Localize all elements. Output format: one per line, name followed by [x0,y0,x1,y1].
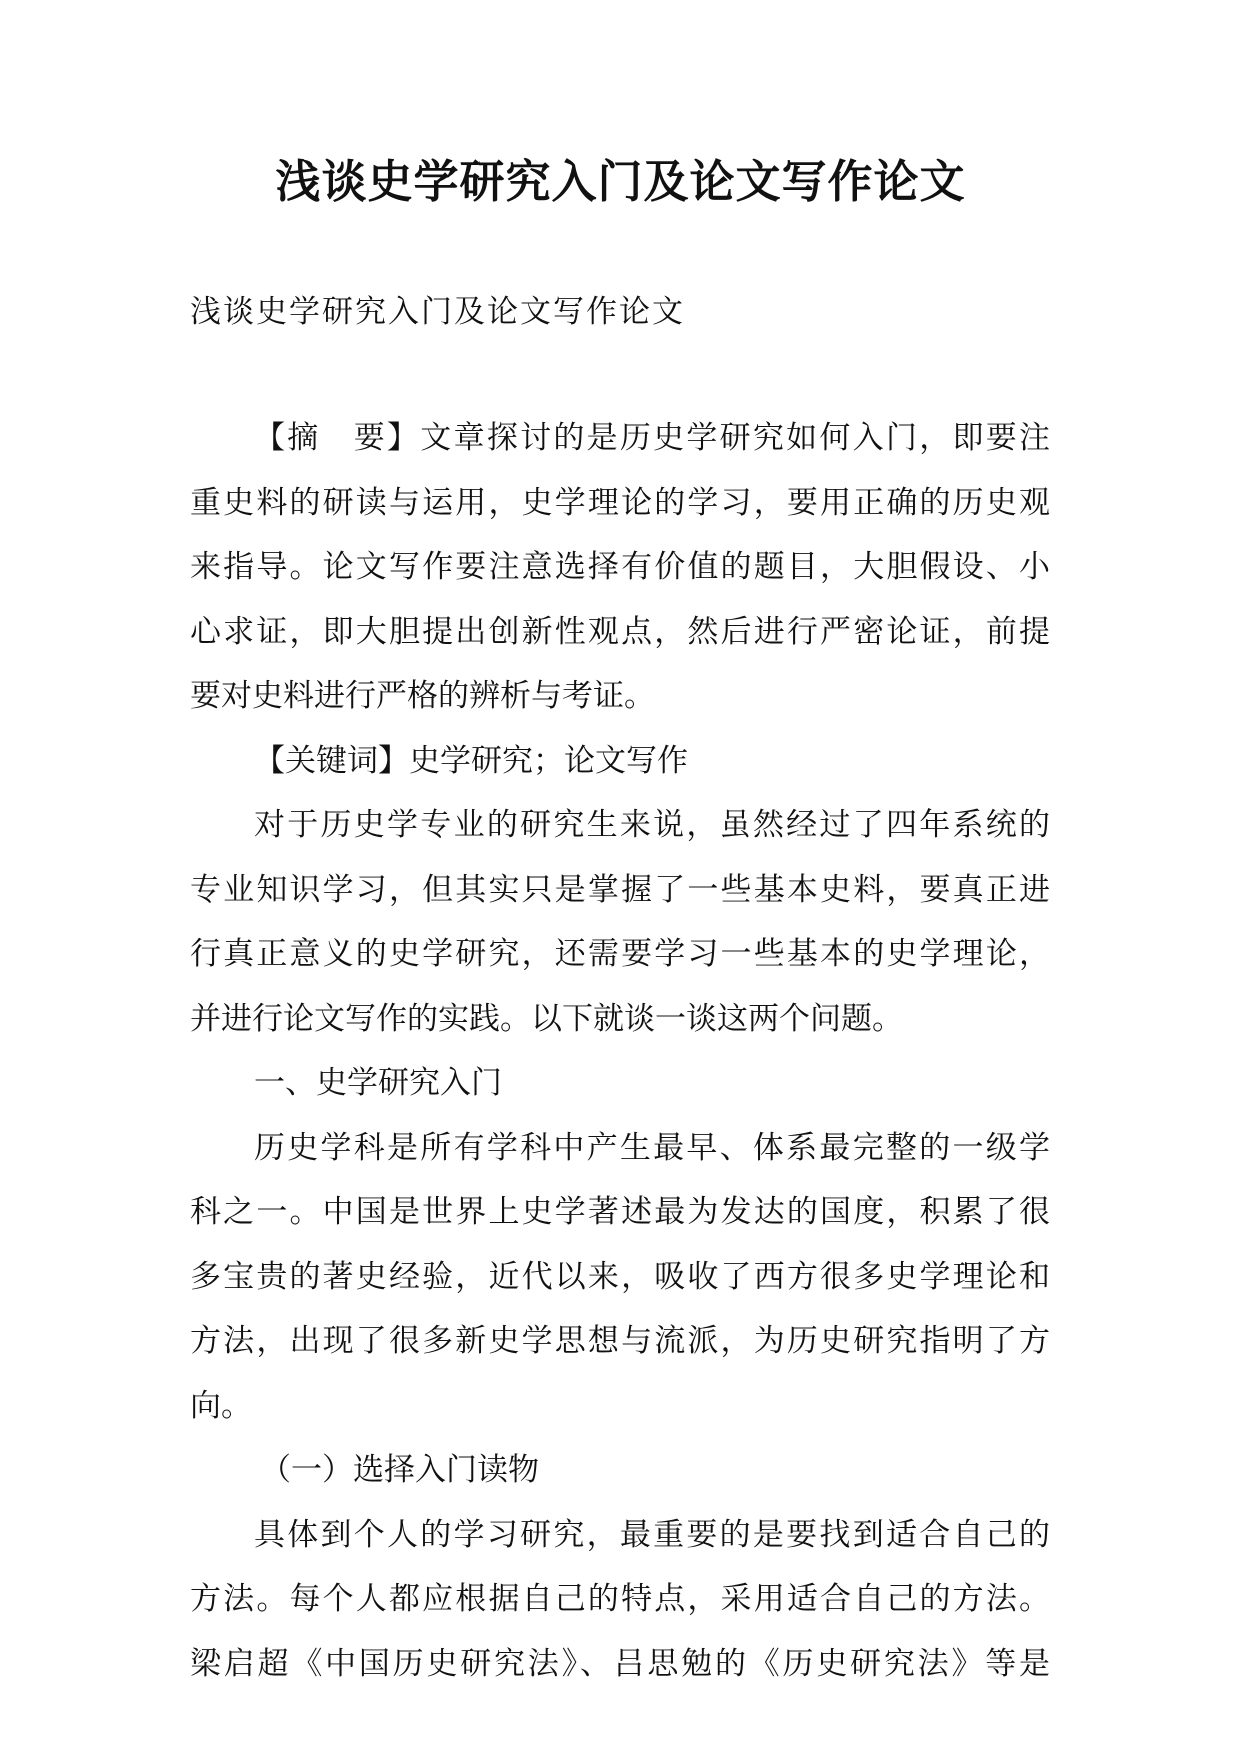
section-heading: 一、史学研究入门 [254,1065,502,1101]
abstract-line: 【摘 要】文章探讨的是历史学研究如何入门，即要注 [254,420,1050,456]
document-subtitle: 浅谈史学研究入门及论文写作论文 [190,294,685,330]
paragraph-line: 向。 [190,1387,252,1424]
abstract-line: 来指导。论文写作要注意选择有价值的题目，大胆假设、小 [190,549,1050,585]
paragraph-line: 专业知识学习，但其实只是掌握了一些基本史料，要真正进 [190,871,1050,908]
paragraph-line: 多宝贵的著史经验，近代以来，吸收了西方很多史学理论和 [190,1258,1050,1295]
keywords-line: 【关键词】史学研究；论文写作 [254,742,688,779]
paragraph-line: 行真正意义的史学研究，还需要学习一些基本的史学理论， [190,936,1050,972]
abstract-line: 心求证，即大胆提出创新性观点，然后进行严密论证，前提 [190,613,1050,650]
paragraph-line: 梁启超《中国历史研究法》、吕思勉的《历史研究法》等是 [190,1645,1050,1682]
abstract-line: 要对史料进行严格的辨析与考证。 [190,678,655,714]
paragraph-line: 对于历史学专业的研究生来说，虽然经过了四年系统的 [254,807,1050,843]
paragraph-line: 方法。每个人都应根据自己的特点，采用适合自己的方法。 [190,1581,1050,1617]
abstract-line: 重史料的研读与运用，史学理论的学习，要用正确的历史观 [190,484,1050,521]
paragraph-line: 具体到个人的学习研究，最重要的是要找到适合自己的 [254,1516,1050,1553]
paragraph-line: 方法，出现了很多新史学思想与流派，为历史研究指明了方 [190,1323,1050,1359]
paragraph-line: 并进行论文写作的实践。以下就谈一谈这两个问题。 [190,1000,903,1037]
document-body [190,406,1050,1696]
paragraph-line: 历史学科是所有学科中产生最早、体系最完整的一级学 [254,1129,1050,1166]
subsection-heading: （一）选择入门读物 [260,1452,539,1488]
paragraph-line: 科之一。中国是世界上史学著述最为发达的国度，积累了很 [190,1194,1050,1230]
document-title: 浅谈史学研究入门及论文写作论文 [275,155,966,208]
